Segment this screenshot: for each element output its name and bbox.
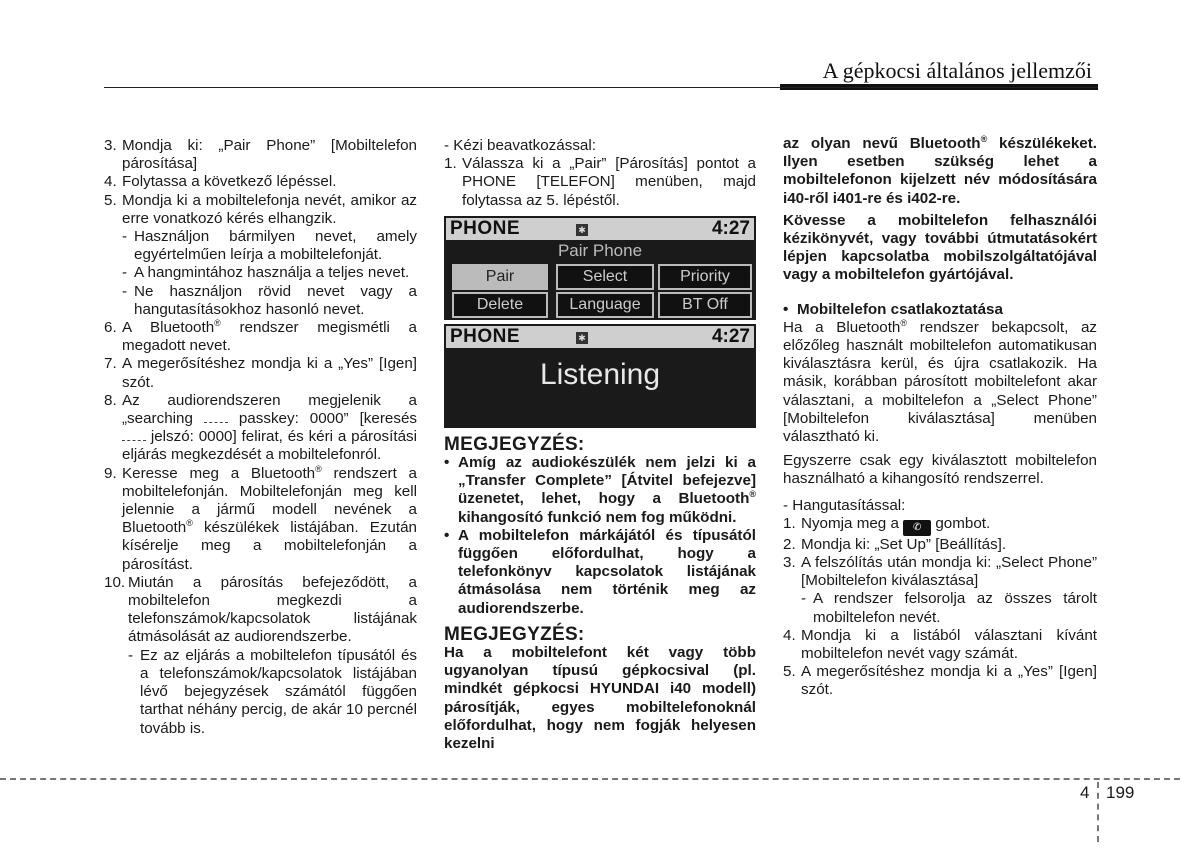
step-3: 3. Mondja ki: „Pair Phone” [Mobiltelefon párosítása] [104, 137, 417, 173]
registered-mark: ® [980, 133, 988, 144]
note-1-title: MEGJEGYZÉS: [444, 433, 585, 455]
note-2-title: MEGJEGYZÉS: [444, 623, 585, 645]
blank-underline [122, 431, 146, 441]
running-header-title: A gépkocsi általános jellemzői [822, 58, 1092, 83]
voice-step-5: 5. A megerősítéshez mondja ki a „Yes” [Igen] szót. [783, 663, 1097, 699]
language-button[interactable]: Language [556, 292, 654, 318]
single-phone-paragraph: Egyszerre csak egy kiválasztott mobiltelefon használható a kihangosító rendszerrel. [783, 452, 1097, 488]
step-5-sub-3: - Ne használjon rövid nevet vagy a hangutasításokhoz hasonló nevet. [122, 282, 417, 318]
step-6: 6. A Bluetooth® rendszer megismétli a megadott nevet. [104, 317, 418, 355]
voice-step-3-sub: - A rendszer felsorolja az összes tárolt mobiltelefon nevét. [801, 590, 1097, 626]
registered-mark: ® [900, 317, 908, 328]
voice-heading: - Hangutasítással: [783, 496, 906, 514]
manual-heading: - Kézi beavatkozással: [444, 137, 596, 154]
registered-mark: ® [214, 317, 221, 328]
pair-button[interactable]: Pair [452, 264, 548, 290]
voice-step-2: 2. Mondja ki: „Set Up” [Beállítás]. [783, 535, 1007, 553]
bt-off-button[interactable]: BT Off [658, 292, 752, 318]
header-rule [104, 87, 1098, 88]
screen-time: 4:27 [711, 325, 750, 347]
connect-paragraph: Ha a Bluetooth® rendszer bekapcsolt, az előzőleg használt mobiltelefon automatikusan kiválasztásra kerül, és újra csatlakozik. Ha másik, korábban párosított mobiltelefont akar választani, a mobiltelefon a „Select Phone” [Mobiltelefon kiválasztása] menüben választható ki. [783, 317, 1097, 446]
listening-status: Listening [539, 357, 661, 391]
screen-title: PHONE [450, 325, 521, 347]
footer-dashed-rule [0, 778, 1180, 780]
priority-button[interactable]: Priority [658, 264, 752, 290]
step-9: 9. Keresse meg a Bluetooth® rendszert a mobiltelefonján. Mobiltelefonján meg kell jelennie a jármű modell nevének a Bluetooth® készülékek listájában. Ezután kísérelje meg a mobiltelefonján a párosítást. [104, 463, 417, 573]
bluetooth-icon: ✱ [576, 332, 588, 344]
registered-mark: ® [186, 518, 193, 529]
select-button[interactable]: Select [556, 264, 654, 290]
column-right [783, 135, 1097, 700]
note-1-bullet-2: • A mobiltelefon márkájától és típusától függően előfordulhat, hogy a telefonkönyv kapcsolatok listájának átmásolása nem történik meg az audiorendszerbe. [444, 526, 756, 617]
screen-subtitle: Pair Phone [557, 240, 643, 260]
voice-step-3: 3. A felszólítás után mondja ki: „Select Phone” [Mobiltelefon kiválasztása] [783, 554, 1097, 590]
bluetooth-icon: ✱ [576, 224, 588, 236]
screen-time: 4:27 [711, 217, 750, 239]
step-5-sub-1: - Használjon bármilyen nevet, amely egyértelműen leírja a mobiltelefonját. [122, 228, 417, 264]
voice-step-1: 1. Nyomja meg a ✆ gombot. [783, 515, 1097, 536]
footer-dashed-divider [1097, 782, 1099, 842]
registered-mark: ® [315, 463, 322, 474]
note-1-bullet-1: • Amíg az audiokészülék nem jelzi ki a „Transfer Complete” [Átvitel befejezve] üzenetet, lehet, hogy a Bluetooth® kihangosító funkció nem fog működni. [444, 454, 756, 526]
blank-underline [204, 413, 228, 423]
registered-mark: ® [749, 489, 756, 500]
screen-header [446, 326, 754, 348]
chapter-number: 4 [1080, 783, 1090, 802]
screen-title: PHONE [450, 217, 521, 239]
step-10: 10. Miután a párosítás befejeződött, a mobiltelefon megkezdi a telefonszámok/kapcsolatok listájának átmásolását az audiorendszerbe. [104, 573, 417, 646]
column-middle [444, 137, 756, 753]
phone-pair-screen [444, 216, 756, 320]
note-2-advice: Kövesse a mobiltelefon felhasználói kézikönyvét, vagy további útmutatásokért lépjen kapcsolatba mobilszolgáltatójával vagy a mobiltelefon gyártójával. [783, 211, 1097, 284]
column-left [104, 137, 417, 738]
note-2-text: Ha a mobiltelefont két vagy több ugyanolyan típusú gépkocsival (pl. mindkét gépkocsi HYUNDAI i40 modell) párosítják, egyes mobiltelefonoknál előfordulhat, hogy nem fogják helyesen kezelni [444, 644, 756, 753]
step-10-sub-1: - Ez az eljárás a mobiltelefon típusától és a telefonszámok/kapcsolatok listájában lévő bejegyzések számától függően tarthat néhány percig, de akár 10 percnél tovább is. [128, 646, 417, 737]
phone-key-icon: ✆ [903, 520, 931, 536]
step-8: 8. Az audiorendszeren megjelenik a „searching passkey: 0000” [keresés jelszó: 0000] felirat, és kéri a párosítási eljárás megkezdését a mobiltelefonról. [104, 391, 417, 464]
section-heading: • Mobiltelefon csatlakoztatása [783, 300, 1003, 318]
page-number: 199 [1106, 783, 1135, 802]
screen-header [446, 218, 754, 240]
step-4: 4. Folytassa a következő lépéssel. [104, 173, 337, 191]
phone-listening-screen [444, 324, 756, 428]
voice-step-4: 4. Mondja ki a listából választani kívánt mobiltelefon nevét vagy számát. [783, 626, 1097, 663]
note-2-continued: az olyan nevű Bluetooth® készülékeket. Ilyen esetben szükség lehet a mobiltelefonon kijelzett név módosítására i40-ről i401-re és i402-re. [783, 133, 1097, 207]
step-7: 7. A megerősítéshez mondja ki a „Yes” [Igen] szót. [104, 355, 417, 391]
manual-step-1: 1. Válassza ki a „Pair” [Párosítás] pontot a PHONE [TELEFON] menüben, majd folytassa az 5. lépéstől. [444, 155, 756, 209]
delete-button[interactable]: Delete [452, 292, 548, 318]
step-5-sub-2: - A hangmintához használja a teljes nevet. [122, 264, 410, 282]
step-5: 5. Mondja ki a mobiltelefonja nevét, amikor az erre vonatkozó kérés elhangzik. [104, 191, 417, 227]
